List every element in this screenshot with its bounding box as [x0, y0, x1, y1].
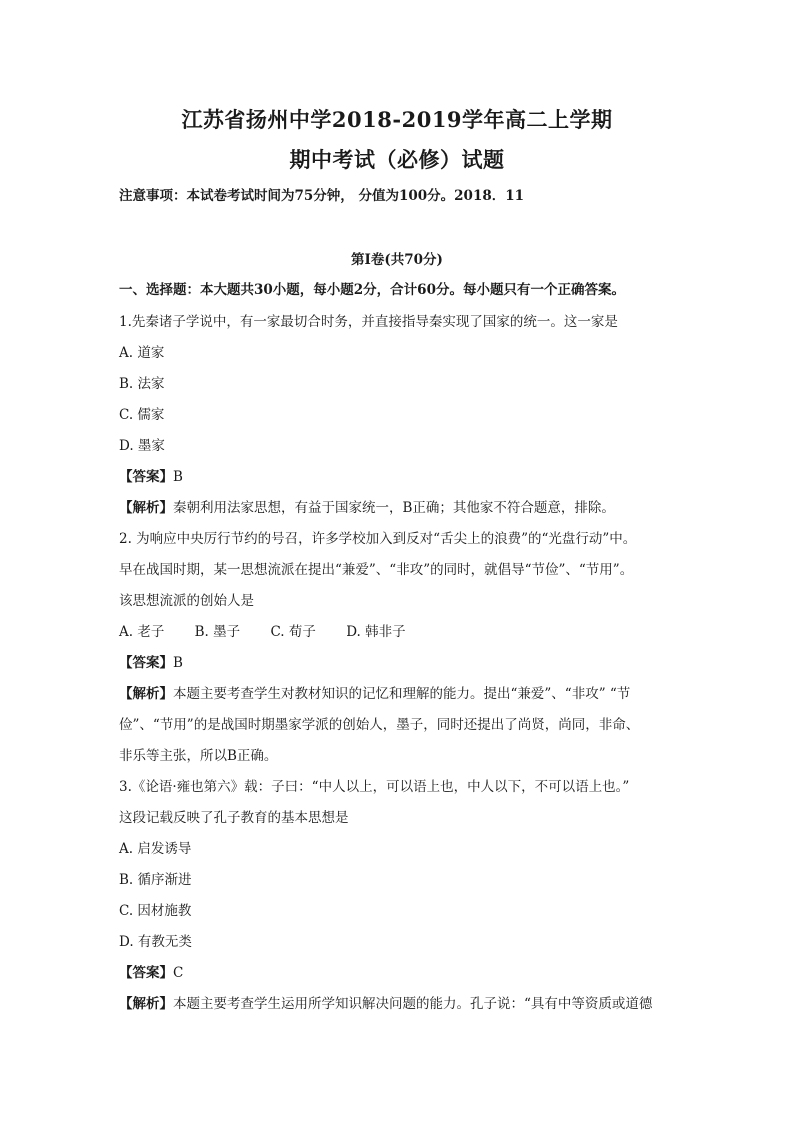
q2-stem-line3: 该思想流派的创始人是: [119, 593, 254, 609]
q3-analysis-line1: [119, 994, 652, 1014]
q1-option-a: A. 道家: [119, 345, 165, 361]
q3-option-c: C. 因材施教: [119, 903, 192, 919]
q2-option-b: B. 墨子: [194, 624, 241, 640]
analysis-text: 本题主要考查学生对教材知识的记忆和理解的能力。提出“兼爱”、“非攻” “节: [173, 686, 631, 702]
answer-value: B: [173, 469, 183, 485]
q2-analysis-line3: 非乐等主张，所以B正确。: [119, 748, 278, 764]
q1-option-b: B. 法家: [119, 376, 165, 392]
q2-analysis-line2: 俭”、“节用”的是战国时期墨家学派的创始人，墨子，同时还提出了尚贤，尚同，非命、: [119, 717, 640, 733]
analysis-text: 秦朝利用法家思想，有益于国家统一，B正确；其他家不符合题意，排除。: [173, 500, 615, 516]
exam-title-line1: 江苏省扬州中学2018-2019学年高二上学期: [181, 107, 613, 132]
answer-value: C: [173, 965, 184, 981]
q2-option-d: D. 韩非子: [346, 624, 406, 640]
q1-stem: 1.先秦诸子学说中，有一家最切合时务，并直接指导秦实现了国家的统一。这一家是: [119, 314, 618, 330]
q2-answer: [119, 653, 183, 673]
answer-label: 【答案】: [119, 469, 173, 485]
analysis-label: 【解析】: [119, 500, 173, 516]
part1-instructions: 一、选择题：本大题共30小题，每小题2分，合计60分。每小题只有一个正确答案。: [119, 282, 625, 298]
q3-option-a: A. 启发诱导: [119, 841, 192, 857]
q2-option-a: A. 老子: [119, 624, 165, 640]
section-heading: 第Ⅰ卷(共70分): [351, 252, 443, 268]
q2-option-c: C. 荀子: [270, 624, 316, 640]
analysis-label: 【解析】: [119, 686, 173, 702]
q2-analysis-line1: [119, 684, 630, 704]
q1-analysis: [119, 498, 615, 518]
analysis-text: 本题主要考查学生运用所学知识解决问题的能力。孔子说：“具有中等资质或道德: [173, 996, 653, 1012]
q2-options: [119, 622, 432, 642]
analysis-label: 【解析】: [119, 996, 173, 1012]
q2-stem-line1: 2. 为响应中央厉行节约的号召，许多学校加入到反对“舌尖上的浪费”的“光盘行动”中。: [119, 531, 637, 547]
q3-answer: [119, 963, 183, 983]
exam-title-line2: 期中考试（必修）试题: [289, 147, 505, 172]
exam-notice: 注意事项：本试卷考试时间为75分钟， 分值为100分。2018．11: [119, 188, 525, 204]
q3-option-d: D. 有教无类: [119, 934, 192, 950]
q3-stem-line1: 3.《论语·雍也第六》载：子曰：“中人以上，可以语上也，中人以下，不可以语上也。”: [119, 779, 630, 795]
q1-answer: [119, 467, 183, 487]
q3-option-b: B. 循序渐进: [119, 872, 192, 888]
answer-label: 【答案】: [119, 965, 173, 981]
q1-option-d: D. 墨家: [119, 438, 165, 454]
q1-option-c: C. 儒家: [119, 407, 165, 423]
answer-value: B: [173, 655, 183, 671]
q3-stem-line2: 这段记载反映了孔子教育的基本思想是: [119, 810, 349, 826]
q2-stem-line2: 早在战国时期，某一思想流派在提出“兼爱”、“非攻”的同时，就倡导“节俭”、“节用”。: [119, 562, 634, 578]
answer-label: 【答案】: [119, 655, 173, 671]
